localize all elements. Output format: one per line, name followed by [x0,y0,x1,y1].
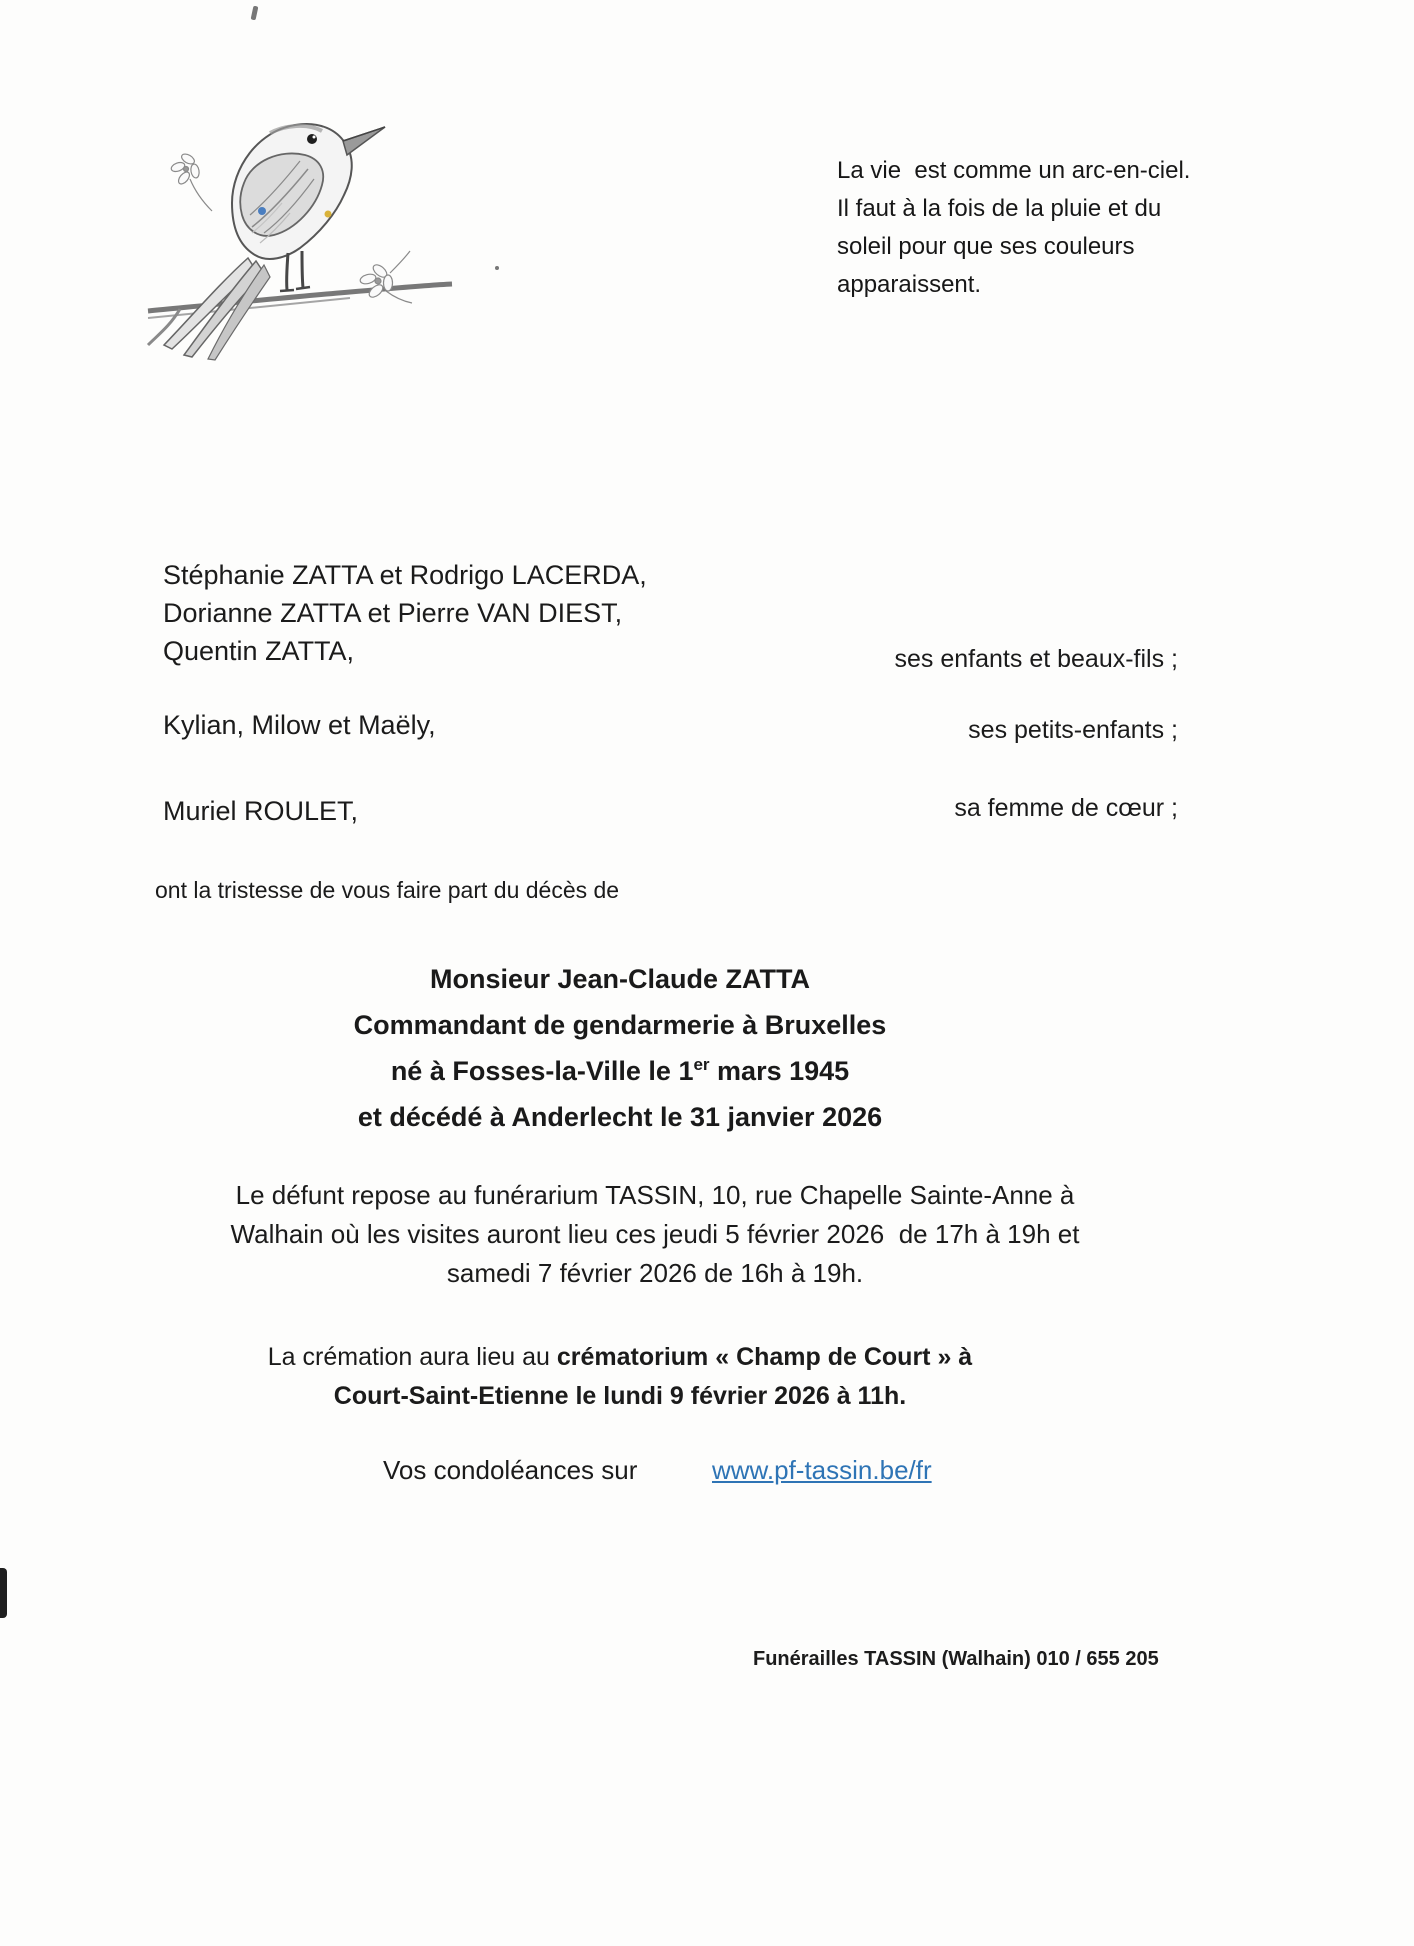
yellow-speck [325,211,332,218]
birth-line [0,1048,1240,1094]
deceased-block [0,956,1240,1140]
ordinal-superscript: er [693,1055,710,1074]
visitation-line: samedi 7 février 2026 de 16h à 19h. [446,1258,864,1288]
cremation-paragraph [0,1338,1240,1416]
blue-speck [258,207,266,215]
crematorium-name: crématorium « Champ de Court » à [556,1343,973,1371]
grandchildren-relation-label: ses petits-enfants ; [968,716,1178,744]
quote-line: Il faut à la fois de la pluie et du [837,195,1162,222]
quote-line: soleil pour que ses couleurs [837,233,1135,260]
announcement-intro: ont la tristesse de vous faire part du décès de [155,877,620,903]
visitation-line: Le défunt repose au funérarium TASSIN, 10, rue Chapelle Sainte-Anne à [235,1180,1075,1210]
partner-relation-label: sa femme de cœur ; [954,794,1178,822]
birth-text: né à Fosses-la-Ville le 1 [390,1056,694,1086]
deceased-name: Monsieur Jean-Claude ZATTA [429,964,811,994]
quote-line: apparaissent. [837,271,982,298]
children-names [163,556,647,670]
scan-edge-artifact [0,1568,7,1618]
visitation-line: Walhain où les visites auront lieu ces jeudi 5 février 2026 de 17h à 19h et [230,1219,1080,1249]
birth-text-end: mars 1945 [709,1056,850,1086]
condolences-label: Vos condoléances sur [383,1455,638,1485]
partner-name: Muriel ROULET, [163,796,359,826]
scan-speck-artifact [251,6,259,21]
visitation-paragraph [0,1176,1310,1293]
family-name-line: Quentin ZATTA, [163,636,355,666]
children-relation-label: ses enfants et beaux-fils ; [894,645,1178,673]
scan-dot-artifact [495,266,499,270]
memorial-quote [837,152,1190,304]
cremation-text: La crémation aura lieu au [267,1343,557,1371]
family-name-line: Dorianne ZATTA et Pierre VAN DIEST, [163,598,623,628]
cremation-line-1 [0,1338,1240,1377]
funeral-home-contact: Funérailles TASSIN (Walhain) 010 / 655 205 [753,1648,1159,1670]
condolences-link[interactable]: www.pf-tassin.be/fr [712,1455,932,1485]
cremation-line-2: Court-Saint-Etienne le lundi 9 février 2026 à 11h. [333,1382,907,1410]
grandchildren-names: Kylian, Milow et Maëly, [163,710,436,740]
bird-on-branch-illustration [140,82,460,394]
family-name-line: Stéphanie ZATTA et Rodrigo LACERDA, [163,560,647,590]
death-line: et décédé à Anderlecht le 31 janvier 2026 [357,1102,883,1132]
bird-sketch-icon [140,82,460,394]
deceased-title: Commandant de gendarmerie à Bruxelles [353,1010,887,1040]
quote-line: La vie est comme un arc-en-ciel. [837,157,1191,184]
